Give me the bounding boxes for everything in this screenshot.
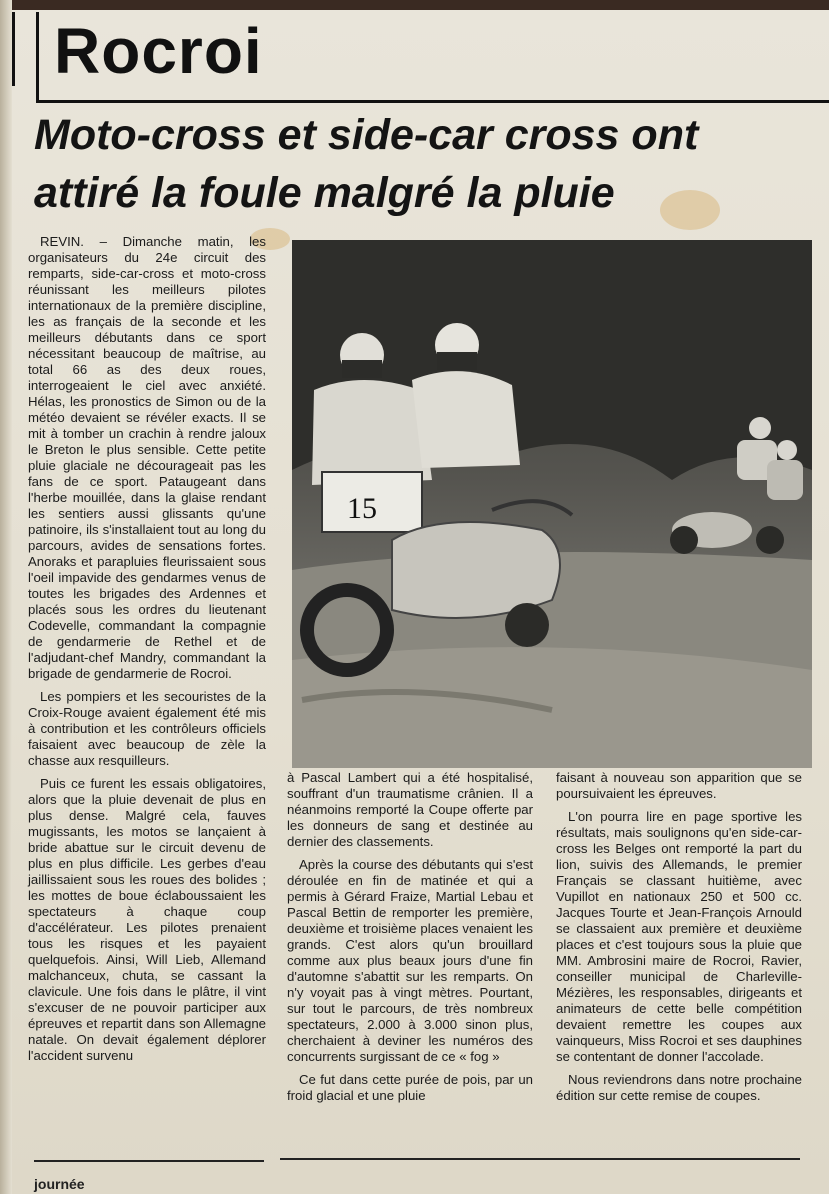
article-column-1	[28, 234, 266, 1071]
article-column-3	[556, 770, 802, 1111]
headline	[34, 106, 814, 222]
bottom-rule-left	[34, 1160, 264, 1162]
top-edge-strip	[0, 0, 829, 10]
paragraph: Nous reviendrons dans notre prochaine édition sur cette remise de coupes.	[556, 1072, 802, 1103]
article-column-2	[287, 770, 533, 1111]
paragraph: REVIN. – Dimanche matin, les organisateurs du 24e circuit des remparts, side-car-cross et moto-cross réunissant les meilleurs pilotes internationaux de la première discipline, les as français de la seconde et les meilleurs débutants dans ce sport nécessitant beaucoup de maîtrise, au total 66 as des deux roues, interrogeaient le ciel avec anxiété. Hélas, les pronostics de Simon ou de la météo devaient se révéler exacts. Il se mit à tomber un crachin à rendre jaloux le Breton le plus sensible. Cette petite pluie glaciale ne décourageait pas les fans de ce sport. Pataugeant dans l'herbe mouillée, dans la glaise rendant les sentiers aussi glissants qu'une patinoire, ils s'installaient tout au long du parcours, avides de sensations fortes. Anoraks et parapluies fleurissaient sous l'oeil impavide des gendarmes venus de toutes les brigades des Ardennes et placés sous les ordres du lieutenant Codevelle, commandant la compagnie de gendarmerie de Rethel et de l'adjudant-chef Mandry, commandant la brigade de gendarmerie de Rocroi.	[28, 234, 266, 681]
paragraph: L'on pourra lire en page sportive les résultats, mais soulignons qu'en side-car-cross les Belges ont remporté la part du lion, suivis des Allemands, le premier Français se classant huitième, avec Vupillot en nationaux 250 et 500 cc. Jacques Tourte et Jean-François Arnould se classaient aux première et deuxième places et c'est toujours sous la pluie que MM. Ambrosini maire de Rocroi, Ravier, conseiller municipal de Charleville-Mézières, les responsables, dirigeants et animateurs de cette belle compétition devaient remettre les coupes aux vainqueurs, Miss Rocroi et ses dauphines se contentant de donner l'accolade.	[556, 809, 802, 1064]
race-photo	[292, 240, 812, 768]
paragraph: Les pompiers et les secouristes de la Croix-Rouge avaient également été mis à contribution et les contrôleurs officiels faisaient avec beaucoup de zèle la chasse aux resquilleurs.	[28, 689, 266, 768]
left-paper-edge	[0, 0, 12, 1194]
paragraph: Puis ce furent les essais obligatoires, alors que la pluie devenait de plus en plus dense. Malgré cela, fauves mugissants, les motos se lançaient à bride abattue sur le circuit devenu de plus en plus difficile. Les gerbes d'eau jaillissaient sous les roues des bolides ; les mottes de boue éclaboussaient les spectateurs à chaque coup d'accélérateur. Les pilotes prenaient tous les risques et les payaient quelquefois. Ainsi, Will Lieb, Allemand malchanceux, chuta, se cassant la clavicule. Une fois dans le plâtre, il vint s'excuser de ne pouvoir participer aux épreuves et repartit dans son Allemagne natale. On devait également déplorer l'accident survenu	[28, 776, 266, 1063]
section-title: Rocroi	[54, 15, 263, 87]
paragraph: Ce fut dans cette purée de pois, par un froid glacial et une pluie	[287, 1072, 533, 1103]
section-left-rule	[12, 12, 15, 86]
paragraph: à Pascal Lambert qui a été hospitalisé, souffrant d'un traumatisme crânien. Il a néanmoins remporté la Coupe offerte par les donneurs de sang et destinée au dernier des classements.	[287, 770, 533, 849]
footer-fragment: journée	[34, 1176, 85, 1192]
headline-line-2: attiré la foule malgré la pluie	[34, 169, 615, 217]
headline-line-1: Moto-cross et side-car cross ont	[34, 111, 699, 159]
paragraph: Après la course des débutants qui s'est déroulée en fin de matinée et qui a permis à Gérard Fraize, Martial Lebau et Pascal Bettin de remporter les première, deuxième et troisième places venaient les grands. C'est alors qu'un brouillard comme aux plus beaux jours d'une fin d'automne s'abattit sur les remparts. On n'y voyait pas à vingt mètres. Pourtant, sur tout le parcours, de très nombreux spectateurs, 2.000 à 3.000 sinon plus, cherchaient à deviner les numéros des concurrents surgissant de ce « fog »	[287, 857, 533, 1064]
bottom-rule	[280, 1158, 800, 1160]
plate-number: 15	[347, 492, 377, 525]
sidecar-photo-illustration	[292, 240, 812, 768]
paragraph: faisant à nouveau son apparition que se poursuivaient les épreuves.	[556, 770, 802, 801]
